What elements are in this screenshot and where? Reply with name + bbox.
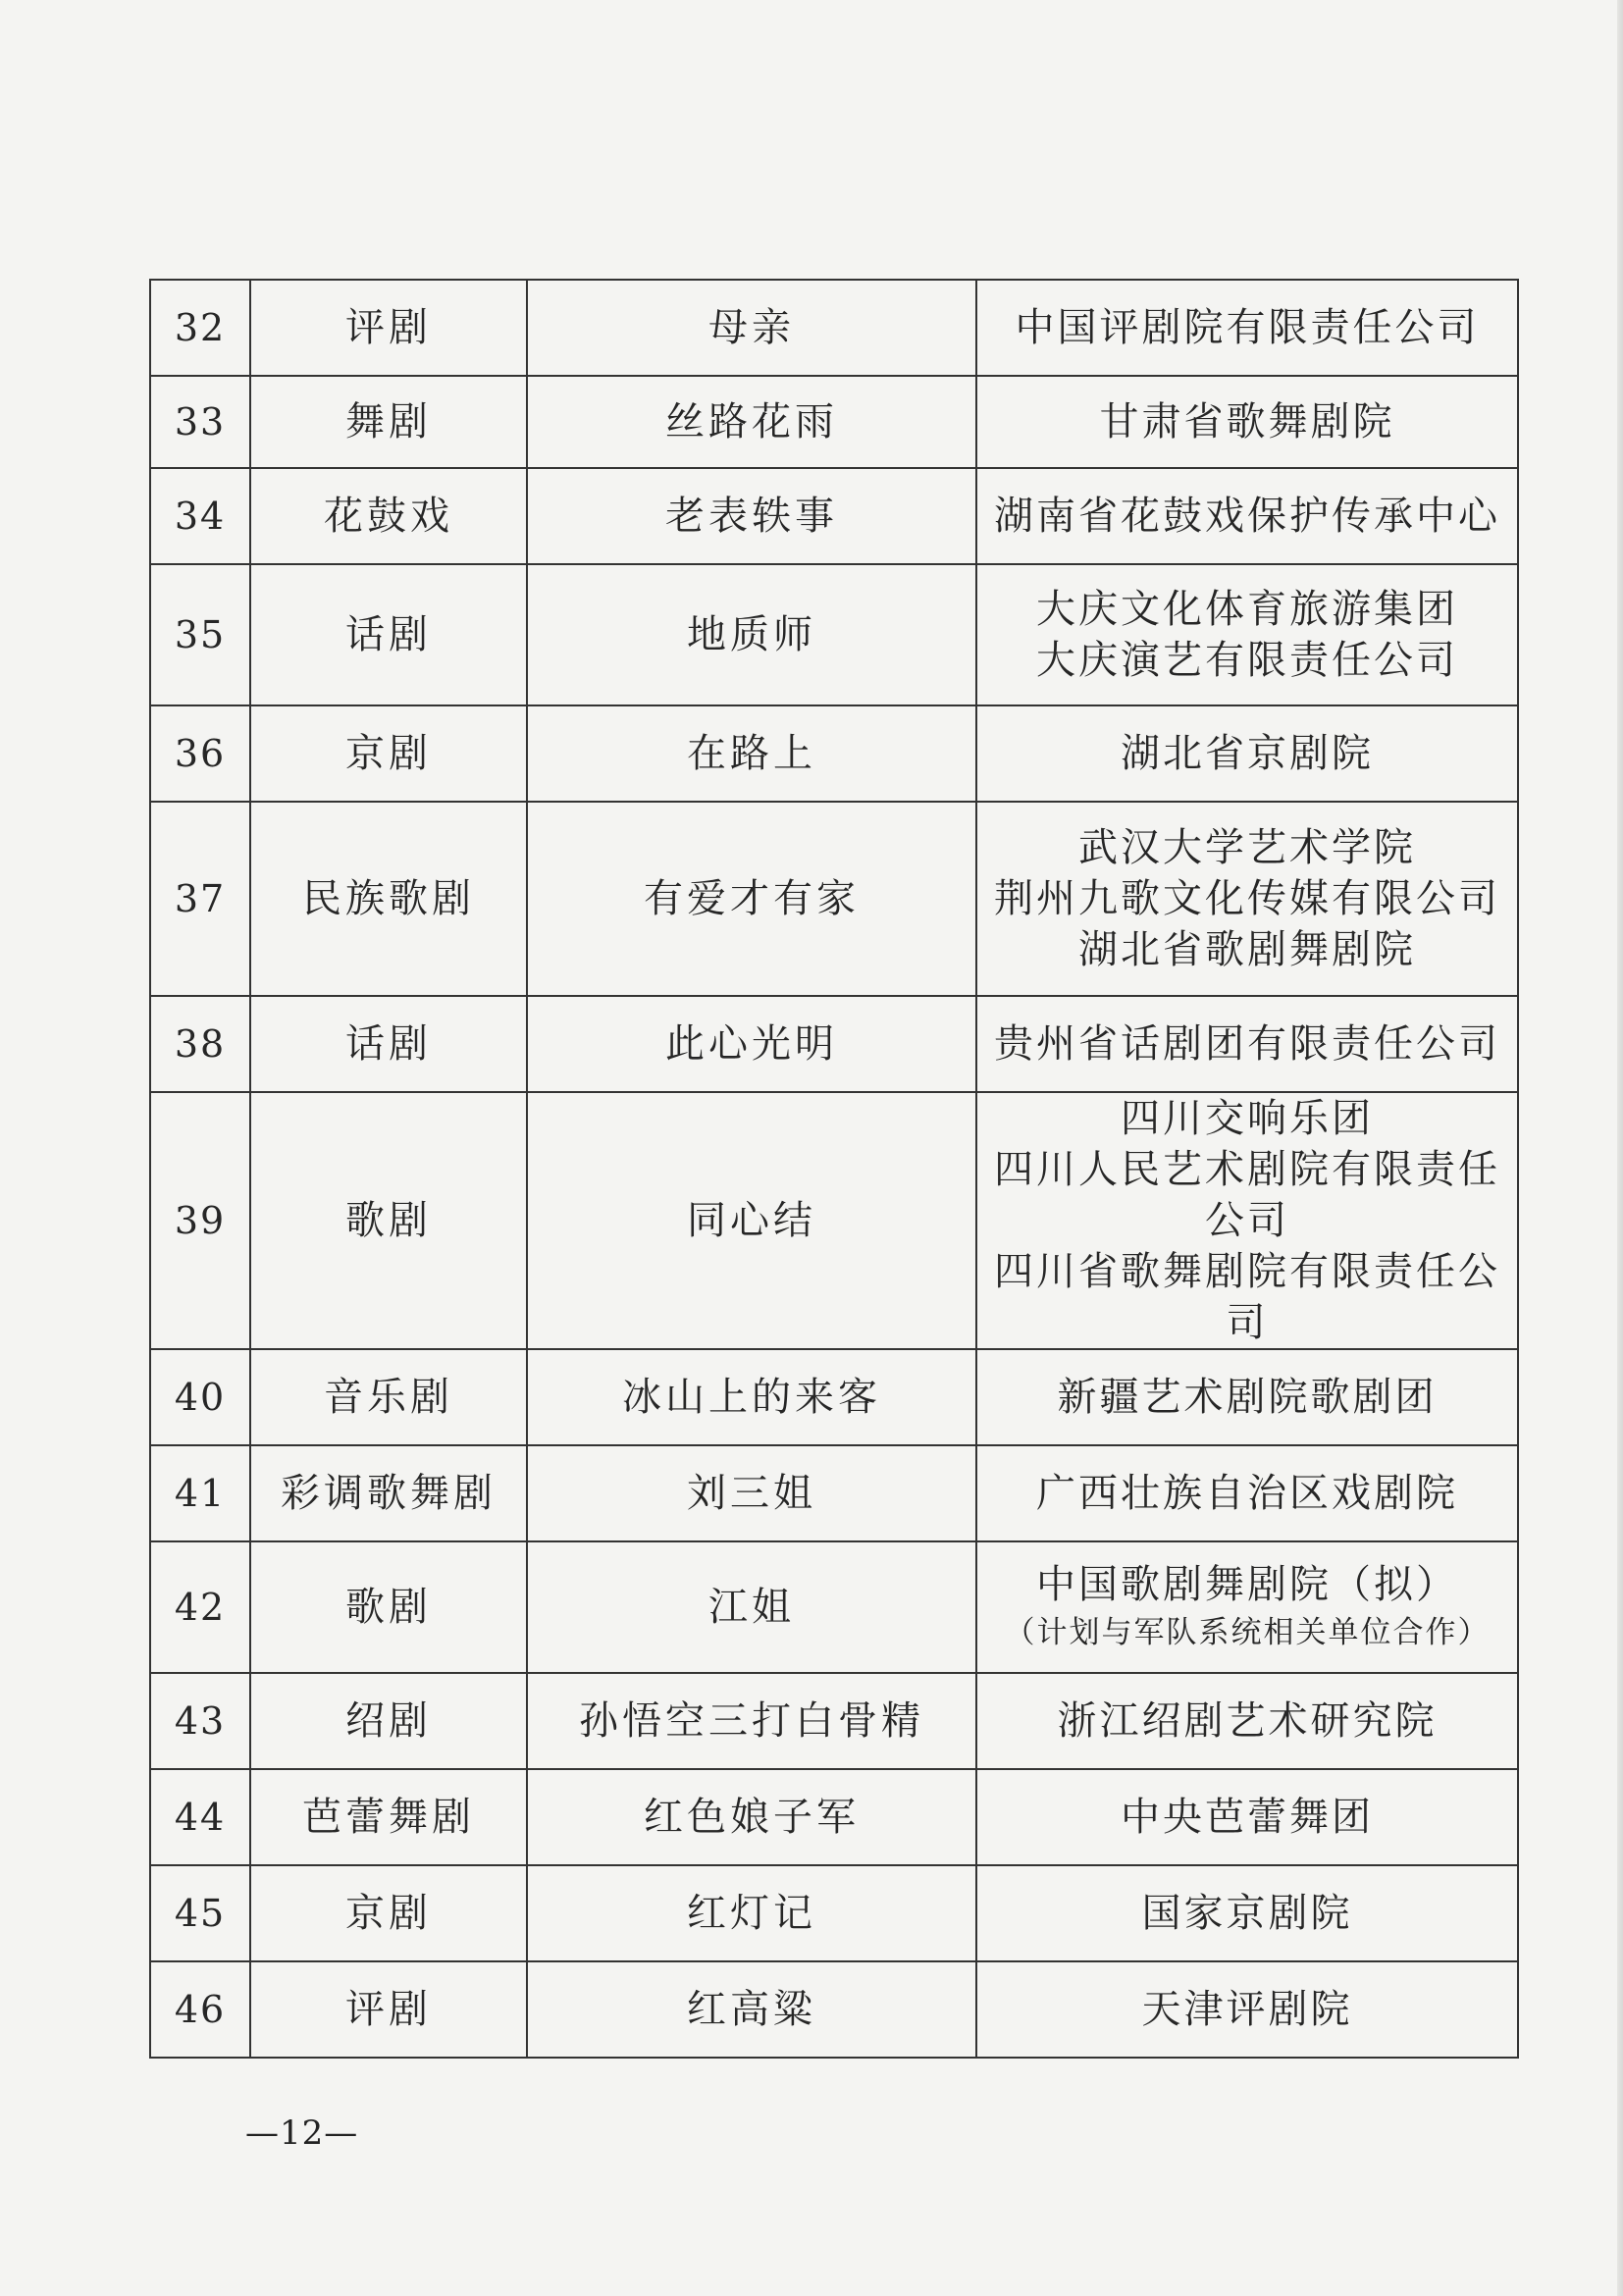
row-number: 39 (150, 1092, 250, 1349)
genre-cell: 评剧 (250, 280, 527, 376)
row-number: 45 (150, 1865, 250, 1961)
genre-cell: 话剧 (250, 996, 527, 1092)
row-number: 41 (150, 1445, 250, 1541)
genre-cell: 彩调歌舞剧 (250, 1445, 527, 1541)
title-cell: 在路上 (527, 705, 976, 802)
organization-cell (976, 280, 1518, 376)
genre-cell: 芭蕾舞剧 (250, 1769, 527, 1865)
organization-line: 武汉大学艺术学院 (1078, 825, 1416, 870)
title-cell: 红灯记 (527, 1865, 976, 1961)
genre-cell: 舞剧 (250, 376, 527, 468)
genre-cell: 绍剧 (250, 1673, 527, 1769)
row-number: 40 (150, 1349, 250, 1445)
organization-cell (976, 1673, 1518, 1769)
title-cell: 红高粱 (527, 1961, 976, 2058)
row-number: 44 (150, 1769, 250, 1865)
organization-cell (976, 1349, 1518, 1445)
row-number: 42 (150, 1541, 250, 1673)
table-row (150, 802, 1518, 996)
title-cell: 老表轶事 (527, 468, 976, 564)
organization-note: （计划与军队系统相关单位合作） (1004, 1615, 1491, 1650)
organization-cell (976, 1541, 1518, 1673)
scan-edge (1617, 0, 1623, 2296)
organization-line: 中央芭蕾舞团 (1121, 1795, 1374, 1840)
organization-line: 中国评剧院有限责任公司 (1015, 305, 1480, 350)
title-cell: 孙悟空三打白骨精 (527, 1673, 976, 1769)
table-row (150, 564, 1518, 705)
genre-cell: 花鼓戏 (250, 468, 527, 564)
row-number: 32 (150, 280, 250, 376)
row-number: 38 (150, 996, 250, 1092)
title-cell: 刘三姐 (527, 1445, 976, 1541)
genre-cell: 音乐剧 (250, 1349, 527, 1445)
program-table (149, 279, 1519, 2059)
program-table-wrapper (149, 279, 1517, 2059)
row-number: 37 (150, 802, 250, 996)
organization-line: 国家京剧院 (1141, 1891, 1353, 1936)
table-row (150, 468, 1518, 564)
organization-line: 荆州九歌文化传媒有限公司 (994, 876, 1500, 921)
row-number: 46 (150, 1961, 250, 2058)
organization-line: 贵州省话剧团有限责任公司 (994, 1021, 1500, 1067)
organization-cell (976, 564, 1518, 705)
page-number: —12— (245, 2113, 359, 2153)
title-cell: 此心光明 (527, 996, 976, 1092)
row-number: 36 (150, 705, 250, 802)
organization-cell (976, 1092, 1518, 1349)
organization-line: 湖北省歌剧舞剧院 (1078, 927, 1416, 972)
genre-cell: 话剧 (250, 564, 527, 705)
table-row (150, 1541, 1518, 1673)
title-cell: 有爱才有家 (527, 802, 976, 996)
organization-line: 湖南省花鼓戏保护传承中心 (994, 494, 1500, 539)
organization-line: 广西壮族自治区戏剧院 (1036, 1471, 1458, 1516)
row-number: 43 (150, 1673, 250, 1769)
table-row (150, 1092, 1518, 1349)
organization-line: 新疆艺术剧院歌剧团 (1057, 1375, 1438, 1420)
genre-cell: 歌剧 (250, 1541, 527, 1673)
row-number: 35 (150, 564, 250, 705)
organization-cell (976, 802, 1518, 996)
organization-cell (976, 1865, 1518, 1961)
organization-line: 中国歌剧舞剧院（拟） (1036, 1562, 1458, 1607)
genre-cell: 歌剧 (250, 1092, 527, 1349)
row-number: 33 (150, 376, 250, 468)
table-row (150, 705, 1518, 802)
organization-cell (976, 1769, 1518, 1865)
title-cell: 红色娘子军 (527, 1769, 976, 1865)
organization-cell (976, 376, 1518, 468)
genre-cell: 民族歌剧 (250, 802, 527, 996)
title-cell: 地质师 (527, 564, 976, 705)
organization-line: 湖北省京剧院 (1121, 731, 1374, 776)
title-cell: 江姐 (527, 1541, 976, 1673)
table-row (150, 996, 1518, 1092)
organization-cell (976, 705, 1518, 802)
table-row (150, 1673, 1518, 1769)
organization-line: 四川人民艺术剧院有限责任公司 (994, 1147, 1500, 1243)
row-number: 34 (150, 468, 250, 564)
title-cell: 母亲 (527, 280, 976, 376)
organization-line: 大庆演艺有限责任公司 (1036, 638, 1458, 683)
organization-line: 大庆文化体育旅游集团 (1036, 587, 1458, 632)
table-row (150, 1961, 1518, 2058)
title-cell: 冰山上的来客 (527, 1349, 976, 1445)
organization-cell (976, 468, 1518, 564)
genre-cell: 京剧 (250, 1865, 527, 1961)
organization-cell (976, 996, 1518, 1092)
organization-line: 四川交响乐团 (1121, 1096, 1374, 1141)
table-row (150, 280, 1518, 376)
table-row (150, 1769, 1518, 1865)
organization-cell (976, 1961, 1518, 2058)
organization-line: 甘肃省歌舞剧院 (1099, 399, 1395, 444)
program-table-body (150, 280, 1518, 2058)
organization-line: 天津评剧院 (1141, 1987, 1353, 2032)
genre-cell: 京剧 (250, 705, 527, 802)
table-row (150, 1445, 1518, 1541)
table-row (150, 1349, 1518, 1445)
organization-line: 浙江绍剧艺术研究院 (1057, 1698, 1438, 1744)
organization-line: 四川省歌舞剧院有限责任公司 (994, 1249, 1500, 1345)
title-cell: 同心结 (527, 1092, 976, 1349)
title-cell: 丝路花雨 (527, 376, 976, 468)
table-row (150, 1865, 1518, 1961)
organization-cell (976, 1445, 1518, 1541)
genre-cell: 评剧 (250, 1961, 527, 2058)
table-row (150, 376, 1518, 468)
